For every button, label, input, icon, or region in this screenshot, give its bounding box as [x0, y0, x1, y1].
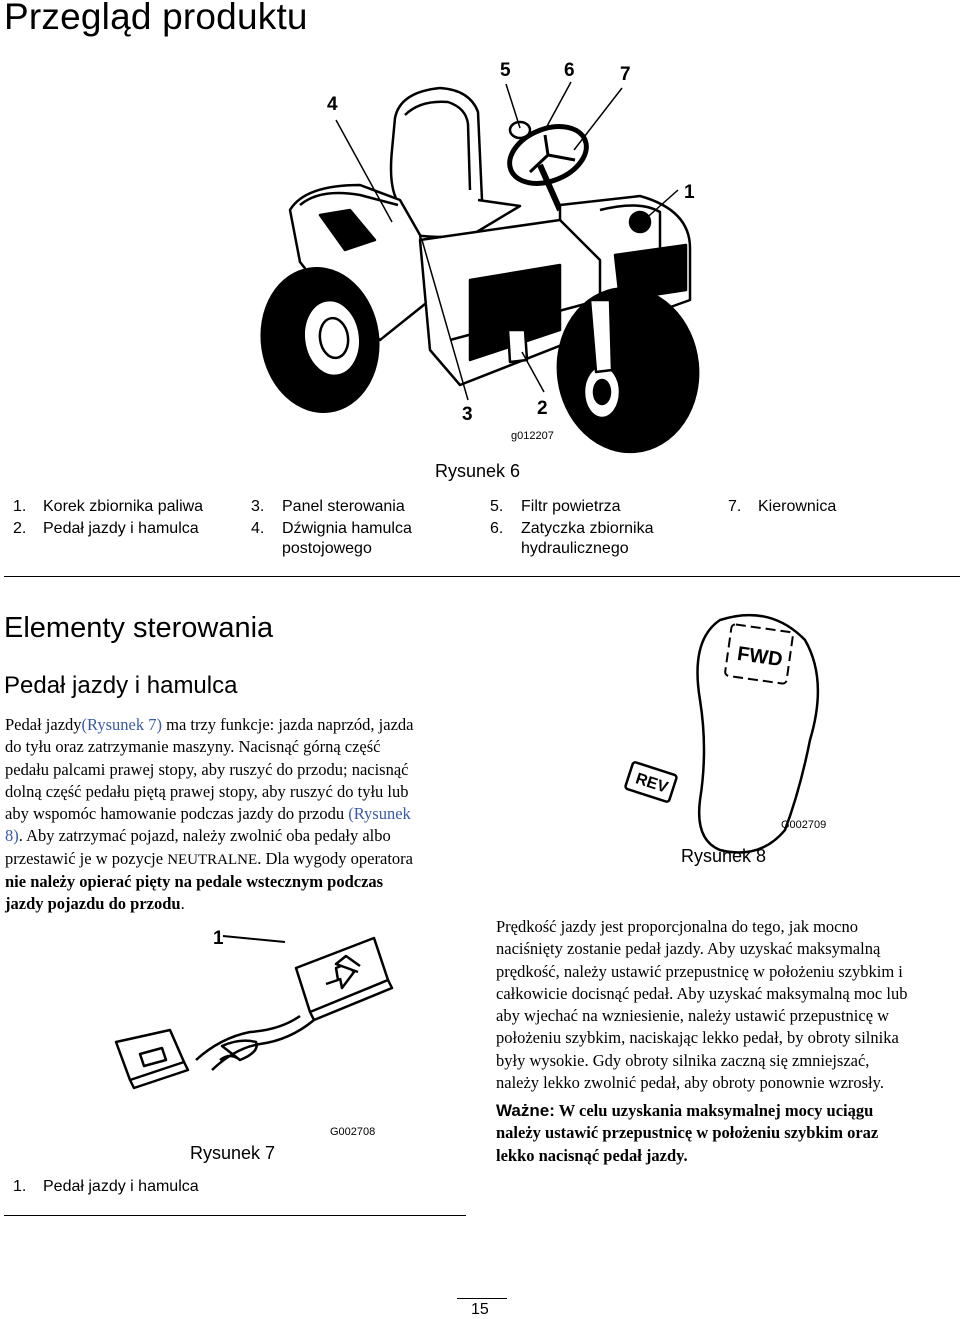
figure7-caption: Rysunek 7 [190, 1143, 276, 1163]
callout-7: 7 [620, 64, 631, 85]
subsection-heading: Pedał jazdy i hamulca [4, 672, 238, 699]
legend-text-7: Kierownica [758, 498, 837, 515]
p1-line-7-rest: . Dla wygody operatora [257, 848, 413, 868]
legend-text-6b: hydraulicznego [521, 540, 629, 557]
legend-num-3: 3. [251, 498, 265, 515]
pedal-footprint-illustration [600, 600, 930, 870]
p1-line-8-bold: nie należy opierać pięty na pedale wstecznym podczas [5, 872, 384, 892]
p1-line-5-text: aby wspomóc hamowanie podczas jazdy do przodu [5, 804, 349, 824]
p2-line-8: należy lekko zwolnić pedał, aby obroty ponownie wzrosły. [496, 1073, 884, 1093]
legend-num-6: 6. [490, 520, 504, 537]
p2-line-1: Prędkość jazdy jest proporcjonalna do tego, jak mocno [496, 917, 858, 936]
legend-num-7: 7. [728, 498, 742, 515]
callout-1: 1 [684, 182, 695, 203]
figure8-caption: Rysunek 8 [681, 846, 767, 866]
p1-line-9-rest: . [180, 894, 185, 914]
p1-line-4: dolną część pedału piętą prawej stopy, aby ruszyć do tyłu lub [5, 781, 409, 801]
p2-line-6: położeniu szybkim, naciskając lekko pedał, by obroty silnika [496, 1028, 899, 1048]
important-note [496, 1100, 960, 1167]
legend-text-2: Pedał jazdy i hamulca [43, 520, 199, 537]
callout-6: 6 [564, 60, 575, 81]
p1-line-1-text: Pedał jazdy [5, 715, 82, 734]
page-number: 15 [471, 1301, 489, 1318]
link-rysunek-8-a[interactable]: (Rysunek [348, 804, 411, 824]
p2-line-2: naciśnięty zostanie pedał jazdy. Aby uzyskać maksymalną [496, 939, 881, 959]
important-line-1: W celu uzyskania maksymalnej mocy uciągu [558, 1101, 874, 1120]
rev-label: REV [633, 770, 670, 797]
p1-line-2: do tyłu oraz zatrzymanie maszyny. Nacisnąć górną część [5, 737, 381, 757]
section-heading: Elementy sterowania [4, 612, 274, 644]
legend-num-5: 5. [490, 498, 504, 515]
p2-line-5: aby wjechać na wzniesienie, należy ustawić przepustnicę w [496, 1006, 890, 1026]
legend-text-3: Panel sterowania [282, 498, 405, 515]
legend-text-4b: postojowego [282, 540, 372, 557]
p2-line-3: prędkość, należy ustawić przepustnicę w położeniu szybkim i [496, 961, 903, 981]
legend-text-5: Filtr powietrza [521, 498, 621, 515]
p1-line-1-rest: ma trzy funkcje: jazda naprzód, jazda [161, 715, 414, 734]
figure7-callout-1: 1 [213, 928, 224, 949]
page-number-rule [457, 1298, 507, 1299]
p1-line-7-text: przestawić je w pozycje [5, 848, 168, 868]
page-title: Przegląd produktu [4, 0, 308, 37]
figure8-code: G002709 [781, 819, 827, 831]
figure6-caption: Rysunek 6 [435, 461, 521, 481]
fwd-label: FWD [735, 642, 784, 672]
figure7-divider [4, 1215, 466, 1216]
legend-num-2: 2. [13, 520, 27, 537]
p2-line-4: całkowicie docisnąć pedał. Aby uzyskać maksymalną moc lub [496, 983, 908, 1003]
figure7-legend-num: 1. [13, 1178, 27, 1195]
link-rysunek-7[interactable]: (Rysunek 7) [81, 715, 162, 734]
legend-num-4: 4. [251, 520, 265, 537]
callout-5: 5 [500, 60, 511, 81]
p1-line-9-bold: jazdy pojazdu do przodu [5, 894, 181, 914]
important-line-3: lekko nacisnąć pedał jazdy. [496, 1145, 688, 1165]
tractor-illustration [0, 0, 960, 460]
section-divider [4, 576, 960, 577]
figure7-code: G002708 [330, 1126, 376, 1138]
figure7-legend-text: Pedał jazdy i hamulca [43, 1178, 199, 1195]
callout-3: 3 [462, 404, 473, 425]
pedal-illustration [100, 920, 400, 1120]
link-rysunek-8-b[interactable]: 8) [5, 826, 19, 846]
important-label: Ważne: [496, 1101, 555, 1120]
legend-text-4a: Dźwignia hamulca [282, 520, 412, 537]
figure6-code: g012207 [511, 430, 554, 442]
legend-text-6a: Zatyczka zbiornika [521, 520, 654, 537]
p1-line-6-text: . Aby zatrzymać pojazd, należy zwolnić oba pedały albo [18, 826, 391, 846]
body-paragraph-2 [496, 916, 960, 1094]
callout-4: 4 [327, 94, 338, 115]
callout-2: 2 [537, 398, 548, 419]
legend-text-1: Korek zbiornika paliwa [43, 498, 204, 515]
important-line-2: należy ustawić przepustnicę w położeniu szybkim oraz [496, 1123, 879, 1143]
p2-line-7: były wysokie. Gdy obroty silnika zaczną się zmniejszać, [496, 1050, 870, 1070]
neutral-term: NEUTRALNE [167, 851, 258, 868]
p1-line-3: pedału palcami prawej stopy, aby ruszyć do przodu; nacisnąć [5, 759, 409, 779]
legend-num-1: 1. [13, 498, 27, 515]
body-paragraph-1 [5, 714, 475, 916]
